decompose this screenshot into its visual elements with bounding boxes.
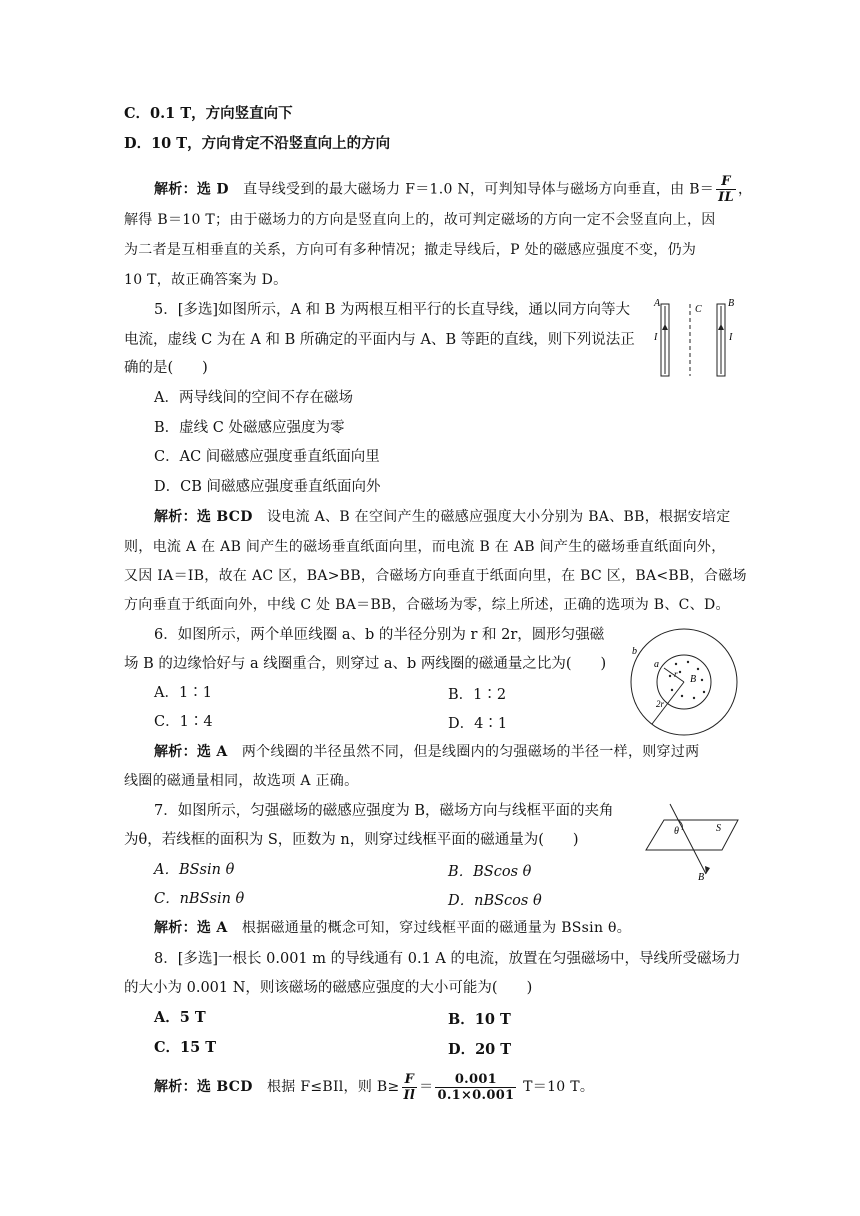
solution-answer: 选 BCD [196, 509, 253, 525]
solution-label: 解析： [154, 509, 197, 525]
q6-solution-line-2: 线圈的磁通量相同，故选项 A 正确。 [124, 773, 359, 789]
q7-stem-line-2: 为θ，若线框的面积为 S，匝数为 n，则穿过线框平面的磁通量为( ) [124, 832, 579, 848]
solution-label: 解析： [154, 920, 197, 936]
q4-solution-line-2: 解得 B＝10 T；由于磁场力的方向是竖直向上的，故可判定磁场的方向一定不会竖直向上，因 [124, 212, 716, 228]
q8-stem-line-2: 的大小为 0.001 N，则该磁场的磁感应强度的大小可能为( ) [124, 980, 533, 996]
solution-answer: 选 A [196, 744, 228, 760]
q8-option-d: D．20 T [448, 1041, 512, 1058]
q7-stem-line-1: 7．如图所示，匀强磁场的磁感应强度为 B，磁场方向与线框平面的夹角 [154, 803, 614, 819]
solution-label: 解析： [154, 181, 197, 198]
q5-solution-line-4: 方向垂直于纸面向外，中线 C 处 BA＝BB，合磁场为零，综上所述，正确的选项为 B、C、D。 [124, 597, 730, 613]
q5-stem-line-2: 电流，虚线 C 为在 A 和 B 所确定的平面内与 A、B 等距的直线，则下列说法正 [124, 332, 635, 348]
solution-answer: 选 BCD [196, 1079, 253, 1095]
fraction-numeric: $\frac{0.001}{0.1\times 0.001}$ [437, 1071, 515, 1103]
q8-stem-line-1: 8．[多选]一根长 0.001 m 的导线通有 0.1 A 的电流，放置在匀强磁场中，导线所受磁场力 [154, 951, 741, 967]
solution-answer: 选 A [196, 920, 228, 936]
q6-solution-line-1: 解析：选 A 两个线圈的半径虽然不同，但是线圈内的匀强磁场的半径一样，则穿过两 [154, 744, 700, 760]
q7-option-d: D．nBScos θ [448, 893, 542, 909]
q8-option-c: C．15 T [154, 1039, 217, 1056]
svg-text:B: B [728, 298, 735, 309]
svg-text:b: b [632, 646, 637, 657]
svg-text:2r: 2r [656, 699, 665, 709]
solution-label: 解析： [154, 744, 197, 760]
q4-solution-line-3: 为二者是互相垂直的关系，方向可有多种情况；撤走导线后，P 处的磁感应强度不变，仍为 [124, 242, 697, 258]
fraction-f-over-il: $\frac{F}{Il}$ [403, 1071, 416, 1103]
q6-option-c: C．1∶4 [154, 714, 213, 730]
q4-solution-line-4: 10 T，故正确答案为 D。 [124, 272, 288, 288]
solution-answer: 选 D [196, 181, 229, 198]
svg-text:I: I [654, 332, 658, 343]
solution-text: 直导线受到的最大磁场力 F＝1.0 N，可判知导体与磁场方向垂直，由 B＝ [243, 181, 715, 198]
q7-tilted-frame-figure [640, 798, 744, 882]
q6-option-b: B．1∶2 [448, 687, 507, 703]
q5-stem-line-1: 5．[多选]如图所示，A 和 B 为两根互相平行的长直导线，通以同方向等大 [154, 302, 630, 318]
q7-option-a: A．BSsin θ [154, 862, 235, 878]
q6-option-a: A．1∶1 [154, 685, 212, 701]
q6-stem-line-2: 场 B 的边缘恰好与 a 线圈重合，则穿过 a、b 两线圈的磁通量之比为( ) [124, 656, 607, 672]
svg-text:r: r [674, 669, 678, 679]
q7-option-c: C．nBSsin θ [154, 891, 245, 907]
q6-concentric-coils-figure [622, 622, 742, 742]
q7-option-b: B．BScos θ [448, 864, 532, 880]
svg-text:B: B [698, 872, 705, 882]
q6-option-d: D．4∶1 [448, 716, 508, 732]
q5-option-c: C．AC 间磁感应强度垂直纸面向里 [154, 449, 380, 465]
q4-solution-line-1: 解析：选 D 直导线受到的最大磁场力 F＝1.0 N，可判知导体与磁场方向垂直，由 B＝ $\frac{F}{IL}$ ， [154, 174, 753, 205]
q5-stem-line-3: 确的是( ) [124, 360, 208, 376]
q5-solution-line-3: 又因 IA＝IB，故在 AC 区，BA>BB，合磁场方向垂直于纸面向里，在 BC 区，BA<BB，合磁场 [124, 568, 747, 584]
q5-parallel-wires-figure [648, 296, 748, 380]
svg-text:I: I [729, 332, 733, 343]
q5-option-b: B．虚线 C 处磁感应强度为零 [154, 420, 345, 436]
q8-option-a: A．5 T [154, 1009, 206, 1026]
q6-stem-line-1: 6．如图所示，两个单匝线圈 a、b 的半径分别为 r 和 2r，圆形匀强磁 [154, 627, 605, 643]
q8-solution-line-1: 解析：选 BCD 根据 F≤BIl，则 B≥ $\frac{F}{Il}$ ＝ $\frac{0.001}{0.1\times 0.001}$ T＝10 T。 [154, 1071, 595, 1103]
svg-text:B: B [690, 674, 697, 685]
q5-option-a: A．两导线间的空间不存在磁场 [154, 390, 353, 406]
svg-text:θ: θ [674, 826, 679, 837]
q4-option-d: D．10 T，方向肯定不沿竖直向上的方向 [124, 135, 391, 152]
q5-option-d: D．CB 间磁感应强度垂直纸面向外 [154, 479, 381, 495]
svg-text:a: a [654, 659, 659, 670]
q4-option-c: C．0.1 T，方向竖直向下 [124, 105, 293, 122]
solution-label: 解析： [154, 1079, 197, 1095]
svg-text:A: A [654, 298, 661, 309]
fraction-f-over-il: $\frac{F}{IL}$ [718, 174, 734, 205]
q5-solution-line-2: 则，电流 A 在 AB 间产生的磁场垂直纸面向里，而电流 B 在 AB 间产生的磁场垂直纸面向外， [124, 539, 726, 555]
q5-solution-line-1: 解析：选 BCD 设电流 A、B 在空间产生的磁感应强度大小分别为 BA、BB，根据安培定 [154, 509, 731, 525]
q7-solution-line-1: 解析：选 A 根据磁通量的概念可知，穿过线框平面的磁通量为 BSsin θ。 [154, 920, 632, 936]
svg-text:C: C [695, 304, 702, 315]
svg-text:S: S [716, 823, 721, 834]
q8-option-b: B．10 T [448, 1011, 511, 1028]
